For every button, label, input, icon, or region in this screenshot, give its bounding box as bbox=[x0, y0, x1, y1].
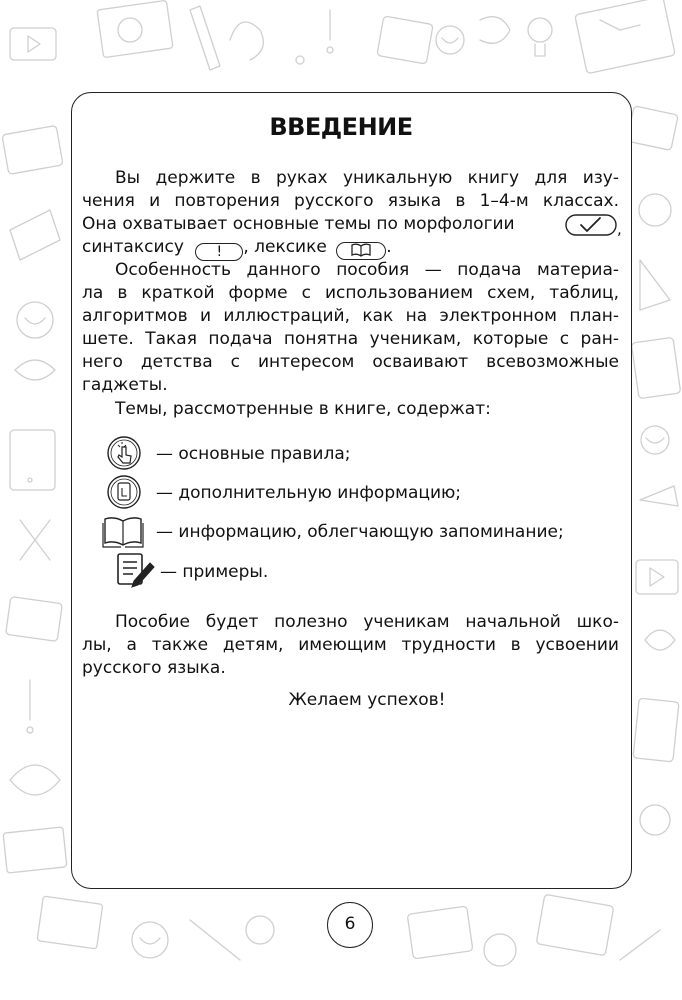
text-line bbox=[82, 213, 622, 238]
text-line-content: , лексике bbox=[243, 237, 327, 257]
svg-text:,: , bbox=[617, 220, 622, 238]
text-line: него детства с интересом осваивают всевозможные bbox=[82, 352, 619, 372]
syntax-pill-icon: ! bbox=[195, 243, 243, 261]
closing-wish: Желаем успехов! bbox=[288, 690, 446, 710]
text-line-content: синтаксису bbox=[82, 237, 184, 257]
text-line: Пособие будет полезно ученикам начальной шко- bbox=[115, 612, 619, 632]
tablet-hand-icon bbox=[104, 474, 144, 517]
text-line-content: . bbox=[386, 237, 392, 257]
open-book-icon bbox=[101, 513, 145, 556]
checkmark-pill-icon bbox=[565, 214, 621, 243]
legend-text: — дополнительную информацию; bbox=[156, 483, 462, 503]
text-line: чения и повторения русского языка в 1–4-м классах. bbox=[82, 191, 619, 211]
text-line: Вы держите в руках уникальную книгу для изу- bbox=[115, 168, 619, 188]
pointing-hand-icon bbox=[104, 435, 144, 478]
text-line: алгоритмов и иллюстраций, как на электронном план- bbox=[82, 306, 619, 326]
text-line: лы, а также детям, имеющим трудности в усвоении bbox=[82, 635, 619, 655]
text-line-content: Она охватывает основные темы по морфологии bbox=[82, 214, 515, 234]
legend-text: — примеры. bbox=[160, 562, 269, 582]
text-line bbox=[82, 236, 619, 259]
text-line: Темы, рассмотренные в книге, содержат: bbox=[115, 399, 491, 419]
feature-paragraph bbox=[82, 259, 619, 397]
page-number: 6 bbox=[327, 902, 373, 948]
legend-text: — основные правила; bbox=[156, 444, 351, 464]
notepad-pencil-icon bbox=[116, 551, 156, 596]
legend-text: — информацию, облегчающую запоминание; bbox=[156, 522, 564, 542]
page-title: ВВЕДЕНИЕ bbox=[269, 113, 413, 141]
text-line: шете. Такая подача понятна ученикам, которые с ран- bbox=[82, 329, 619, 349]
text-line: Особенность данного пособия — подача материа- bbox=[115, 260, 619, 280]
topics-intro bbox=[82, 398, 619, 421]
closing-paragraph bbox=[82, 611, 619, 680]
text-line: ла в краткой форме с использованием схем, таблиц, bbox=[82, 283, 619, 303]
book-pill-icon bbox=[336, 242, 386, 260]
text-line: русского языка. bbox=[82, 658, 226, 678]
text-line: гаджеты. bbox=[82, 375, 168, 395]
intro-paragraph bbox=[82, 167, 622, 260]
